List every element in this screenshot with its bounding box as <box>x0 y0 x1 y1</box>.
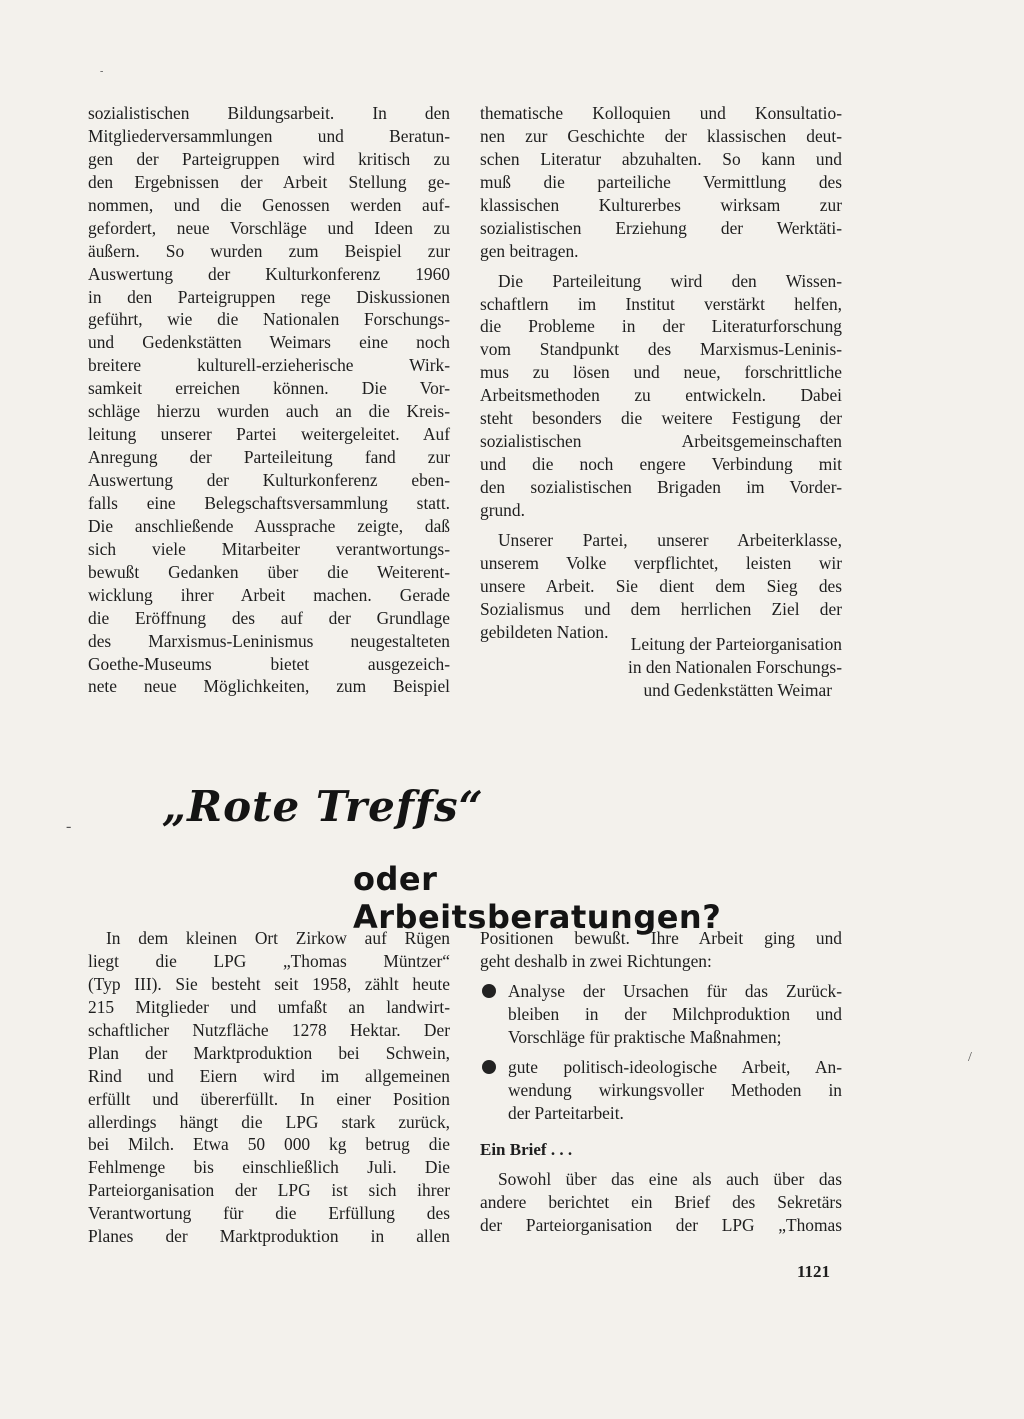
text-line: geführt, wie die Nationalen Forschungs- <box>88 309 450 330</box>
text-line: äußern. So wurden zum Beispiel zur <box>88 240 450 261</box>
text-line: In dem kleinen Ort Zirkow auf Rügen <box>106 928 450 948</box>
text-line: in den Parteigruppen rege Diskussionen <box>88 286 450 307</box>
text-line: und Gedenkstätten Weimars eine noch <box>88 332 450 353</box>
page-number: 1121 <box>797 1262 831 1281</box>
text-line: Auswertung der Kulturkonferenz eben- <box>88 470 450 490</box>
paragraph-gap <box>480 1049 842 1056</box>
scan-speck: - <box>100 66 104 77</box>
scan-speck: - <box>66 818 72 835</box>
headline-subtitle: oder Arbeitsberatungen? <box>353 860 722 936</box>
text-line: Die Parteileitung wird den Wissen- <box>498 270 842 291</box>
text-line: sich viele Mitarbeiter verantwortungs- <box>88 538 450 559</box>
text-line: Rind und Eiern wird im allgemeinen <box>88 1065 450 1086</box>
text-line: schläge hierzu wurden auch an die Kreis- <box>88 401 450 422</box>
text-line: schaftlern im Institut verstärkt helfen, <box>480 293 842 314</box>
text-line: gen beitragen. <box>480 240 579 261</box>
text-line: Fehlmenge bis einschließlich Juli. Die <box>88 1157 450 1178</box>
paragraph-gap <box>480 973 842 980</box>
text-line: unsere Arbeit. Sie dient dem Sieg des <box>480 575 842 596</box>
paragraph-gap <box>480 1132 842 1139</box>
text-line: erfüllt und übererfüllt. In einer Position <box>88 1088 450 1109</box>
text-line: geht deshalb in zwei Richtungen: <box>480 950 712 971</box>
text-line: die Probleme in der Literaturforschung <box>480 316 842 337</box>
bottom-right-column <box>480 927 842 1237</box>
text-line: wicklung ihrer Arbeit machen. Gerade <box>88 584 450 605</box>
text-line: samkeit erreichen können. Die Vor- <box>88 378 450 399</box>
text-line: Parteiorganisation der LPG ist sich ihrer <box>88 1180 450 1201</box>
paragraph-gap <box>480 1161 842 1168</box>
text-line: Die anschließende Aussprache zeigte, daß <box>88 515 450 536</box>
text-line: und die noch engere Verbindung mit <box>480 454 842 475</box>
text-line: sozialistischen Erziehung der Werktäti- <box>480 217 842 238</box>
text-line: Unserer Partei, unserer Arbeiterklasse, <box>498 529 842 550</box>
text-line: falls eine Belegschaftsversammlung statt. <box>88 492 450 513</box>
text-line: nete neue Möglichkeiten, zum Beispiel <box>88 676 450 697</box>
text-line: sozialistischen Arbeitsgemeinschaften <box>480 431 842 452</box>
text-line: liegt die LPG „Thomas Müntzer“ <box>88 950 450 971</box>
text-line: steht besonders die weitere Festigung der <box>480 408 842 429</box>
text-line: der Parteiorganisation der LPG „Thomas <box>480 1215 842 1236</box>
text-line: Planes der Marktproduktion in allen <box>88 1226 450 1247</box>
text-line: grund. <box>480 499 525 520</box>
signature-line: und Gedenkstätten Weimar <box>643 680 832 700</box>
text-line: Mitgliederversammlungen und Beratun- <box>88 125 450 146</box>
text-line: breitere kulturell-erzieherische Wirk- <box>88 355 450 376</box>
text-line: unserem Volke verpflichtet, leisten wir <box>480 552 842 573</box>
text-line: bleiben in der Milchproduktion und <box>508 1003 842 1024</box>
text-line: Verantwortung für die Erfüllung des <box>88 1203 450 1224</box>
text-line: Arbeitsmethoden zu entwickeln. Dabei <box>480 385 842 406</box>
top-right-column <box>480 102 842 644</box>
text-line: Plan der Marktproduktion bei Schwein, <box>88 1042 450 1063</box>
text-line: wendung wirkungsvoller Methoden in <box>508 1079 842 1100</box>
text-line: Goethe-Museums bietet ausgezeich- <box>88 653 450 674</box>
text-line: nommen, und die Genossen werden auf- <box>88 194 450 215</box>
text-line: gebildeten Nation. <box>480 621 609 642</box>
bottom-left-column <box>88 927 450 1248</box>
text-line: mus zu lösen und neue, forschrittliche <box>480 362 842 383</box>
text-line: gen der Parteigruppen wird kritisch zu <box>88 148 450 169</box>
top-left-column <box>88 102 450 698</box>
text-line: Analyse der Ursachen für das Zurück- <box>508 980 842 1001</box>
text-line: bei Milch. Etwa 50 000 kg betrug die <box>88 1134 450 1155</box>
scan-speck: / <box>968 1050 972 1065</box>
text-line: gute politisch-ideologische Arbeit, An- <box>508 1056 842 1077</box>
bullet-item <box>480 1056 842 1125</box>
signature-line: in den Nationalen Forschungs- <box>628 657 842 677</box>
text-line: nen zur Geschichte der klassischen deut- <box>480 125 842 146</box>
text-line: Auswertung der Kulturkonferenz 1960 <box>88 263 450 284</box>
text-line: Sowohl über das eine als auch über das <box>498 1169 842 1190</box>
text-line: die Eröffnung des auf der Grundlage <box>88 607 450 628</box>
headline-title: „Rote Treffs“ <box>162 782 484 831</box>
text-line: bewußt Gedanken über die Weiterent- <box>88 561 450 582</box>
text-line: den sozialistischen Brigaden im Vorder- <box>480 477 842 497</box>
text-line: muß die parteiliche Vermittlung des <box>480 171 842 192</box>
bullet-item <box>480 980 842 1049</box>
text-line: schen Literatur abzuhalten. So kann und <box>480 148 842 169</box>
paragraph-gap <box>480 263 842 270</box>
text-line: sozialistischen Bildungsarbeit. In den <box>88 103 450 123</box>
section-subheading: Ein Brief . . . <box>480 1139 573 1159</box>
text-line: Sozialismus und dem herrlichen Ziel der <box>480 598 842 619</box>
text-line: allerdings hängt die LPG stark zurück, <box>88 1111 450 1132</box>
text-line: schaftlicher Nutzfläche 1278 Hektar. Der <box>88 1019 450 1040</box>
text-line: vom Standpunkt des Marxismus-Leninis- <box>480 339 842 360</box>
text-line: 215 Mitglieder und umfaßt an landwirt- <box>88 996 450 1017</box>
text-line: thematische Kolloquien und Konsultatio- <box>480 103 842 123</box>
paragraph-gap <box>480 1125 842 1132</box>
text-line: Anregung der Parteileitung fand zur <box>88 447 450 468</box>
text-line: gefordert, neue Vorschläge und Ideen zu <box>88 217 450 238</box>
text-line: leitung unserer Partei weitergeleitet. Auf <box>88 424 450 445</box>
paragraph-gap <box>480 522 842 529</box>
text-line: andere berichtet ein Brief des Sekretärs <box>480 1192 842 1213</box>
text-line: (Typ III). Sie besteht seit 1958, zählt heute <box>88 973 450 994</box>
bullet-dot-icon <box>482 984 496 998</box>
signature-block <box>480 633 842 702</box>
signature-line: Leitung der Parteiorganisation <box>630 634 842 654</box>
bullet-dot-icon <box>482 1060 496 1074</box>
text-line: klassischen Kulturerbes wirksam zur <box>480 194 842 215</box>
text-line: den Ergebnissen der Arbeit Stellung ge- <box>88 171 450 192</box>
text-line: der Parteitarbeit. <box>508 1102 624 1123</box>
text-line: Vorschläge für praktische Maßnahmen; <box>508 1026 782 1047</box>
text-line: des Marxismus-Leninismus neugestalteten <box>88 630 450 651</box>
text-line: Positionen bewußt. Ihre Arbeit ging und <box>480 928 842 948</box>
